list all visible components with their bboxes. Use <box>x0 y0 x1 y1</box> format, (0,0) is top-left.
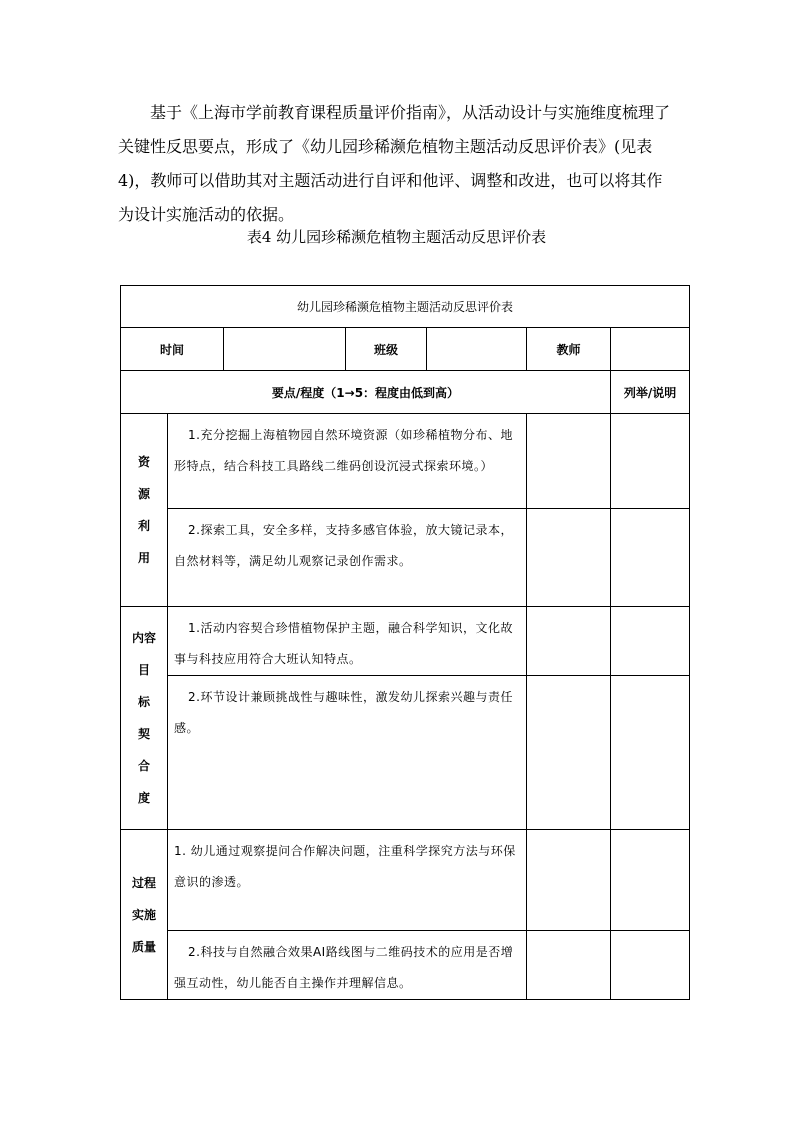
notes-cell[interactable] <box>611 830 690 931</box>
category-label: 资 源 利 用 <box>137 455 150 565</box>
notes-cell[interactable] <box>611 509 690 607</box>
notes-cell[interactable] <box>611 931 690 1000</box>
rating-cell[interactable] <box>527 931 611 1000</box>
criterion-item: 1.充分挖掘上海植物园自然环境资源（如珍稀植物分布、地形特点，结合科技工具路线二维码创设沉浸式探索环境。） <box>168 414 527 509</box>
category-resource-use <box>121 414 168 607</box>
category-label: 过程 实施 质量 <box>131 875 156 954</box>
rating-cell[interactable] <box>527 676 611 830</box>
category-process-quality <box>121 830 168 1000</box>
criterion-item: 1. 幼儿通过观察提问合作解决问题，注重科学探究方法与环保意识的渗透。 <box>168 830 527 931</box>
category-content-fit <box>121 607 168 830</box>
class-value-cell[interactable] <box>427 328 527 371</box>
rating-cell[interactable] <box>527 414 611 509</box>
notes-cell[interactable] <box>611 607 690 676</box>
evaluation-table <box>120 285 690 1000</box>
criterion-item: 2.环节设计兼顾挑战性与趣味性，激发幼儿探索兴趣与责任感。 <box>168 676 527 830</box>
notes-cell[interactable] <box>611 676 690 830</box>
table-caption: 表4 幼儿园珍稀濒危植物主题活动反思评价表 <box>246 228 547 246</box>
points-header: 要点/程度（1→5：程度由低到高） <box>121 371 611 414</box>
teacher-value-cell[interactable] <box>611 328 690 371</box>
intro-paragraph: 基于《上海市学前教育课程质量评价指南》，从活动设计与实施维度梳理了关键性反思要点，形成了《幼儿园珍稀濒危植物主题活动反思评价表》(见表4)，教师可以借助其对主题活动进行自评和他评、调整和改进，也可以将其作为设计实施活动的依据。 <box>118 103 671 224</box>
criterion-item: 2.探索工具，安全多样，支持多感官体验，放大镜记录本，自然材料等，满足幼儿观察记录创作需求。 <box>168 509 527 607</box>
category-label: 内容 目 标 契 合 度 <box>131 631 156 805</box>
teacher-label: 教师 <box>527 328 611 371</box>
rating-cell[interactable] <box>527 830 611 931</box>
criterion-item: 1.活动内容契合珍惜植物保护主题，融合科学知识，文化故事与科技应用符合大班认知特点。 <box>168 607 527 676</box>
rating-cell[interactable] <box>527 607 611 676</box>
rating-cell[interactable] <box>527 509 611 607</box>
notes-header: 列举/说明 <box>611 371 690 414</box>
table-title: 幼儿园珍稀濒危植物主题活动反思评价表 <box>121 286 690 328</box>
criterion-item: 2.科技与自然融合效果AI路线图与二维码技术的应用是否增强互动性，幼儿能否自主操作并理解信息。 <box>168 931 527 1000</box>
class-label: 班级 <box>346 328 427 371</box>
time-value-cell[interactable] <box>224 328 346 371</box>
notes-cell[interactable] <box>611 414 690 509</box>
time-label: 时间 <box>121 328 224 371</box>
